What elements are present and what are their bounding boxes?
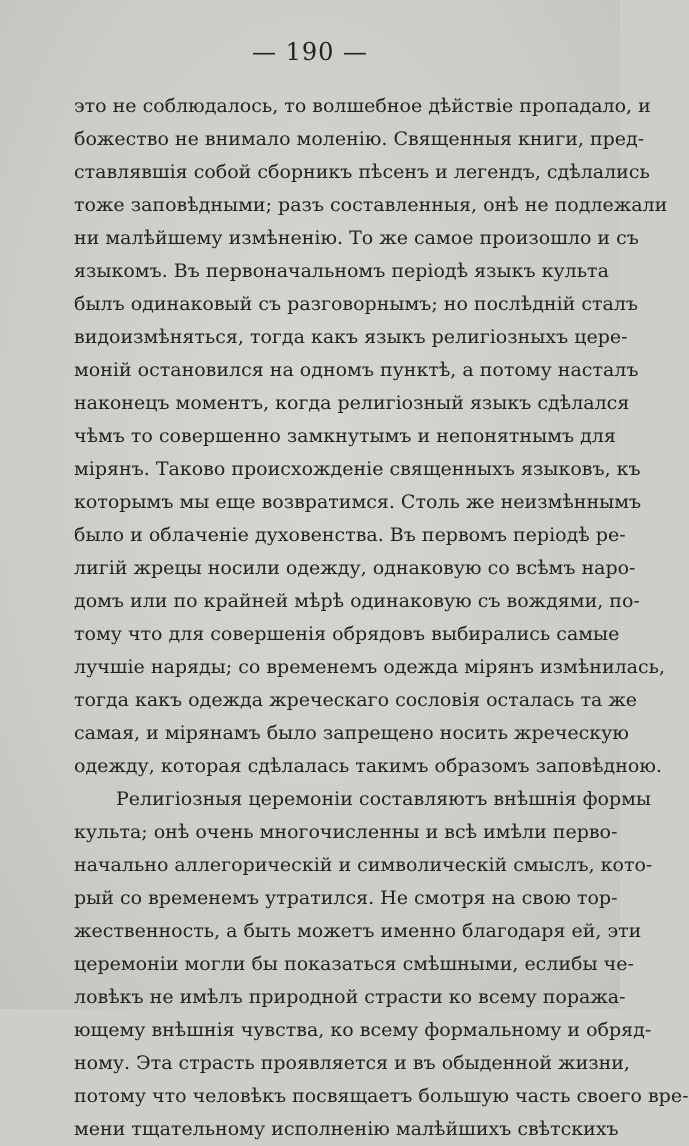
text-line: языкомъ. Въ первоначальномъ періодѣ языкъ культа [74,260,609,282]
paragraph-start-line: Религіозныя церемоніи составляютъ внѣшнія формы [116,788,652,810]
text-line: видоизмѣняться, тогда какъ языкъ религіозныхъ цере- [74,326,628,348]
body-text [74,90,689,1146]
text-line: моній остановился на одномъ пунктѣ, а потому насталъ [74,359,639,381]
text-line: которымъ мы еще возвратимся. Столь же неизмѣннымъ [74,491,642,513]
text-line: былъ одинаковый съ разговорнымъ; но послѣдній сталъ [74,293,638,315]
text-line: рый со временемъ утратился. Не смотря на свою тор- [74,887,618,909]
text-line: самая, и мірянамъ было запрещено носить жреческую [74,722,629,744]
text-line: это не соблюдалось, то волшебное дѣйствіе пропадало, и [74,95,651,117]
text-line: церемоніи могли бы показаться смѣшными, еслибы че- [74,953,634,975]
text-line: тому что для совершенія обрядовъ выбирались самые [74,623,620,645]
page-number: — 190 — [251,38,369,66]
text-line: потому что человѣкъ посвящаетъ большую часть своего вре- [74,1085,689,1107]
text-line: лучшіе наряды; со временемъ одежда мірянъ измѣнилась, [74,656,666,678]
text-line: ловѣкъ не имѣлъ природной страсти ко всему поража- [74,986,626,1008]
text-line: культа; онѣ очень многочисленны и всѣ имѣли перво- [74,821,618,843]
text-line: тоже заповѣдными; разъ составленныя, онѣ не подлежали [74,194,668,216]
text-line: чѣмъ то совершенно замкнутымъ и непонятнымъ для [74,425,616,447]
text-line: ющему внѣшнія чувства, ко всему формальному и обряд- [74,1019,652,1041]
paragraph-end-line: одежду, которая сдѣлалась такимъ образомъ заповѣдною. [74,755,662,777]
text-line: начально аллегорическій и символическій смыслъ, кото- [74,854,653,876]
text-line: наконецъ моментъ, когда религіозный языкъ сдѣлался [74,392,630,414]
text-line: ни малѣйшему измѣненію. То же самое произошло и съ [74,227,639,249]
text-line: мірянъ. Таково происхожденіе священныхъ языковъ, къ [74,458,641,480]
text-line: ставлявшія собой сборникъ пѣсенъ и легендъ, сдѣлались [74,161,650,183]
text-line: мени тщательному исполненію малѣйшихъ свѣтскихъ [74,1118,619,1140]
text-line: лигій жрецы носили одежду, однаковую со всѣмъ наро- [74,557,636,579]
text-line: было и облаченіе духовенства. Въ первомъ періодѣ ре- [74,524,626,546]
text-line: ному. Эта страсть проявляется и въ обыденной жизни, [74,1052,630,1074]
text-line: тогда какъ одежда жреческаго сословія осталась та же [74,689,638,711]
text-line: божество не внимало моленію. Священныя книги, пред- [74,128,645,150]
text-line: жественность, а быть можетъ именно благодаря ей, эти [74,920,642,942]
text-line: домъ или по крайней мѣрѣ одинаковую съ вождями, по- [74,590,640,612]
